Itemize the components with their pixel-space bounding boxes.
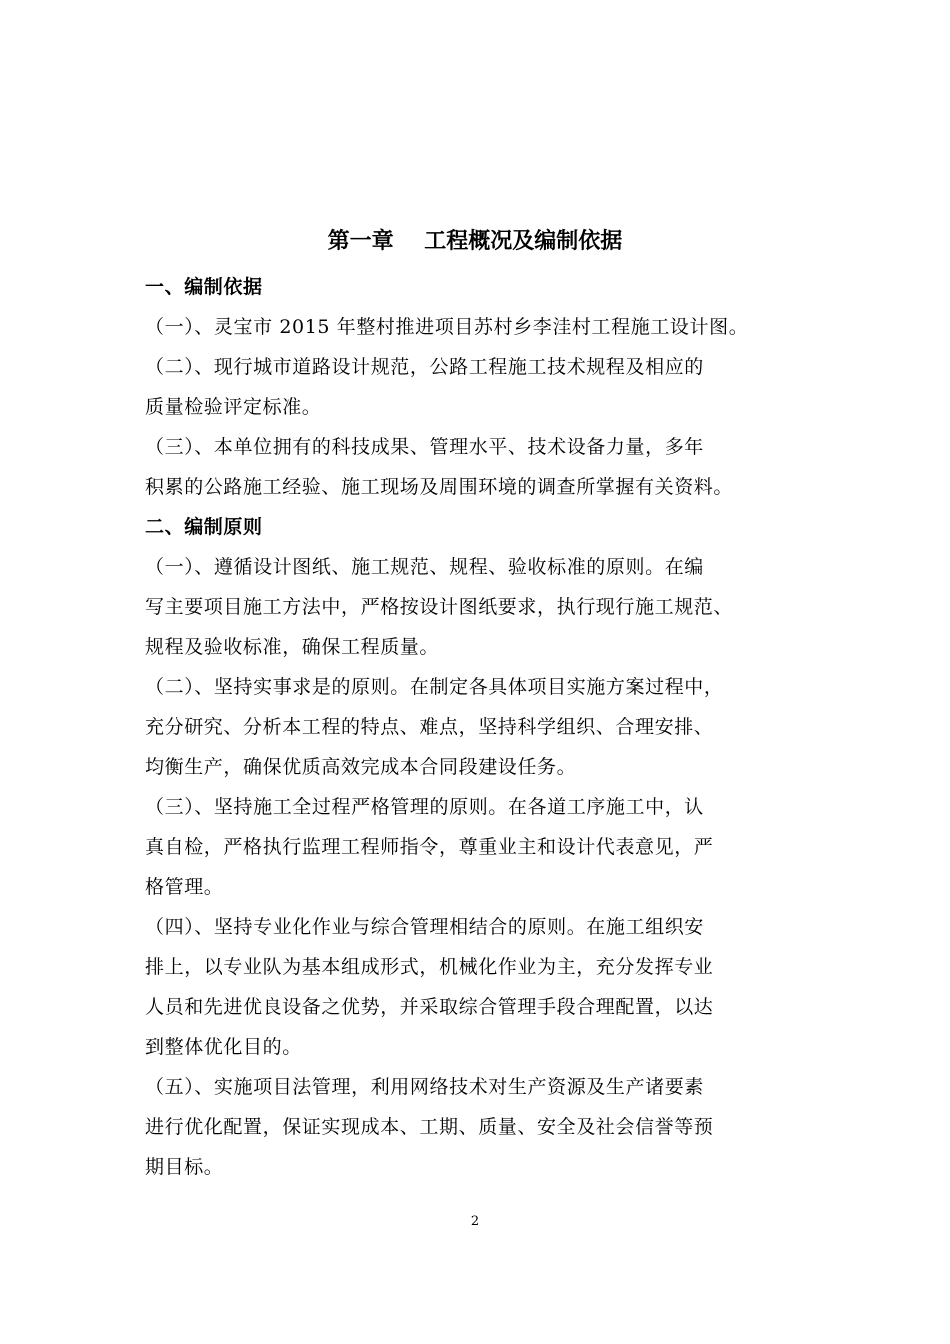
paragraph-line: 写主要项目施工方法中，严格按设计图纸要求，执行现行施工规范、 bbox=[145, 596, 734, 618]
paragraph-line: 格管理。 bbox=[145, 876, 224, 898]
document-body bbox=[145, 267, 835, 1187]
paragraph-line: 积累的公路施工经验、施工现场及周围环境的调查所掌握有关资料。 bbox=[145, 476, 734, 498]
page-number: 2 bbox=[470, 1214, 480, 1229]
paragraph-line: 排上，以专业队为基本组成形式，机械化作业为主，充分发挥专业 bbox=[145, 956, 714, 978]
paragraph-line: 真自检，严格执行监理工程师指令，尊重业主和设计代表意见，严 bbox=[145, 836, 714, 858]
paragraph-line: 质量检验评定标准。 bbox=[145, 396, 322, 418]
paragraph-line: （一）、灵宝市 2015 年整村推进项目苏村乡李洼村工程施工设计图。 bbox=[145, 316, 749, 338]
section-heading-principles: 二、编制原则 bbox=[145, 516, 263, 538]
paragraph-line: （二）、坚持实事求是的原则。在制定各具体项目实施方案过程中， bbox=[145, 676, 724, 698]
paragraph-line: 规程及验收标准，确保工程质量。 bbox=[145, 636, 440, 658]
chapter-title: 第一章 工程概况及编制依据 bbox=[327, 229, 623, 254]
paragraph-line: （三）、坚持施工全过程严格管理的原则。在各道工序施工中，认 bbox=[145, 796, 704, 818]
paragraph-line: 人员和先进优良设备之优势，并采取综合管理手段合理配置，以达 bbox=[145, 996, 714, 1018]
paragraph-line: （二）、现行城市道路设计规范，公路工程施工技术规程及相应的 bbox=[145, 356, 704, 378]
paragraph-line: （四）、坚持专业化作业与综合管理相结合的原则。在施工组织安 bbox=[145, 916, 704, 938]
paragraph-line: （五）、实施项目法管理，利用网络技术对生产资源及生产诸要素 bbox=[145, 1076, 704, 1098]
paragraph-line: 到整体优化目的。 bbox=[145, 1036, 302, 1058]
paragraph-line: 均衡生产，确保优质高效完成本合同段建设任务。 bbox=[145, 756, 577, 778]
paragraph-line: （一）、遵循设计图纸、施工规范、规程、验收标准的原则。在编 bbox=[145, 556, 704, 578]
paragraph-line: 期目标。 bbox=[145, 1156, 224, 1178]
paragraph-line: 进行优化配置，保证实现成本、工期、质量、安全及社会信誉等预 bbox=[145, 1116, 714, 1138]
section-heading-basis: 一、编制依据 bbox=[145, 276, 263, 298]
paragraph-line: 充分研究、分析本工程的特点、难点，坚持科学组织、合理安排、 bbox=[145, 716, 714, 738]
paragraph-line: （三）、本单位拥有的科技成果、管理水平、技术设备力量，多年 bbox=[145, 436, 704, 458]
